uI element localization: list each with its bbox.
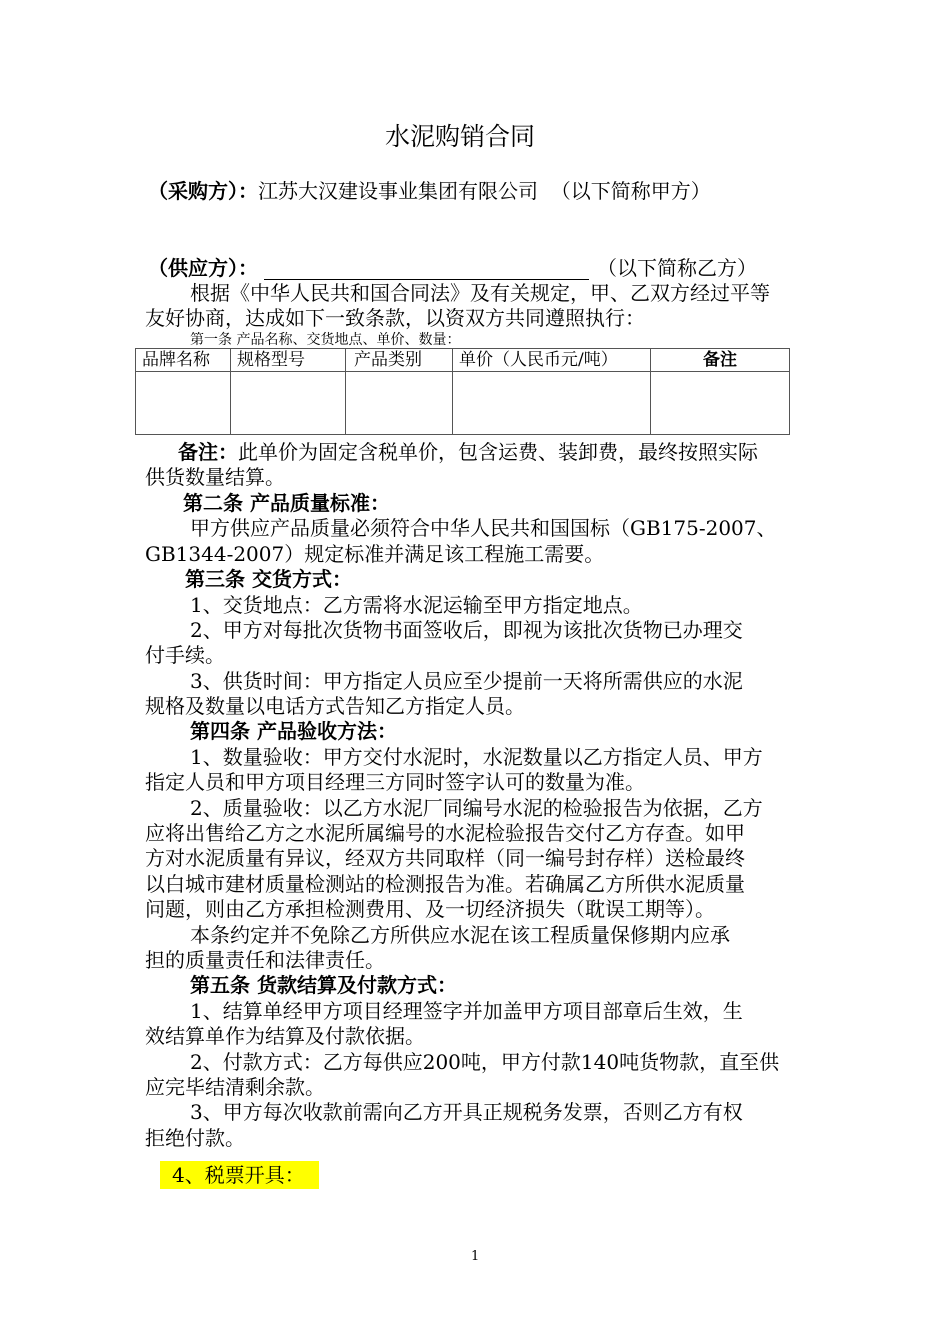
table-header: 产品类别	[346, 349, 453, 372]
article4-line: 指定人员和甲方项目经理三方同时签字认可的数量为准。	[145, 770, 645, 794]
table-cell[interactable]	[346, 372, 453, 435]
table-header: 规格型号	[231, 349, 346, 372]
purchaser-label: （采购方）：	[148, 179, 258, 203]
article4-line: 担的质量责任和法律责任。	[145, 948, 385, 972]
article4-line: 2、质量验收：以乙方水泥厂同编号水泥的检验报告为依据，乙方	[190, 796, 763, 820]
table-header: 备注	[651, 349, 790, 372]
article5-line: 效结算单作为结算及付款依据。	[145, 1024, 425, 1048]
supplier-name-blank[interactable]	[264, 259, 589, 280]
table-header: 单价（人民币元/吨）	[453, 349, 651, 372]
article2-line: 甲方供应产品质量必须符合中华人民共和国国标（GB175-2007、	[190, 516, 777, 540]
price-note	[178, 440, 758, 464]
purchaser-name: 江苏大汉建设事业集团有限公司	[258, 179, 538, 203]
article5-line: 拒绝付款。	[145, 1126, 245, 1150]
intro-line: 友好协商，达成如下一致条款，以资双方共同遵照执行：	[145, 306, 645, 330]
table-cell[interactable]	[651, 372, 790, 435]
tax-invoice-item	[160, 1163, 319, 1187]
article3-line: 1、交货地点：乙方需将水泥运输至甲方指定地点。	[190, 593, 643, 617]
article3-line: 3、供货时间：甲方指定人员应至少提前一天将所需供应的水泥	[190, 669, 743, 693]
article2-heading: 第二条 产品质量标准：	[183, 491, 390, 515]
document-title: 水泥购销合同	[384, 122, 535, 151]
article5-line: 2、付款方式：乙方每供应200吨，甲方付款140吨货物款，直至供	[190, 1050, 780, 1074]
supplier-alias: （以下简称乙方）	[597, 256, 757, 280]
supplier-label: （供应方）：	[148, 256, 258, 280]
article4-line: 问题，则由乙方承担检测费用、及一切经济损失（耽误工期等）。	[145, 897, 715, 921]
article3-line: 2、甲方对每批次货物书面签收后，即视为该批次货物已办理交	[190, 618, 743, 642]
article5-line: 3、甲方每次收款前需向乙方开具正规税务发票，否则乙方有权	[190, 1100, 743, 1124]
article5-line: 1、结算单经甲方项目经理签字并加盖甲方项目部章后生效，生	[190, 999, 743, 1023]
product-table	[135, 348, 790, 435]
article4-line: 方对水泥质量有异议，经双方共同取样（同一编号封存样）送检最终	[145, 846, 745, 870]
article4-line: 1、数量验收：甲方交付水泥时，水泥数量以乙方指定人员、甲方	[190, 745, 763, 769]
page-number: 1	[471, 1249, 480, 1264]
table-row	[136, 372, 790, 435]
highlighted-text: 4、税票开具：	[160, 1161, 319, 1189]
article5-line: 应完毕结清剩余款。	[145, 1075, 325, 1099]
article4-heading: 第四条 产品验收方法：	[190, 719, 397, 743]
supplier-line	[148, 256, 757, 280]
table-cell[interactable]	[231, 372, 346, 435]
article4-line: 以白城市建材质量检测站的检测报告为准。若确属乙方所供水泥质量	[145, 872, 745, 896]
article2-line: GB1344-2007）规定标准并满足该工程施工需要。	[145, 542, 605, 566]
note-text: 此单价为固定含税单价，包含运费、装卸费，最终按照实际	[238, 440, 758, 464]
purchaser-alias: （以下简称甲方）	[550, 179, 711, 203]
article1-heading: 第一条 产品名称、交货地点、单价、数量：	[190, 332, 461, 348]
article4-line: 本条约定并不免除乙方所供应水泥在该工程质量保修期内应承	[190, 923, 730, 947]
table-cell[interactable]	[136, 372, 231, 435]
note-label: 备注：	[178, 440, 238, 464]
intro-line: 根据《中华人民共和国合同法》及有关规定，甲、乙双方经过平等	[190, 281, 770, 305]
article3-line: 规格及数量以电话方式告知乙方指定人员。	[145, 694, 525, 718]
article4-line: 应将出售给乙方之水泥所属编号的水泥检验报告交付乙方存查。如甲	[145, 821, 745, 845]
purchaser-line	[148, 179, 711, 203]
note-text: 供货数量结算。	[145, 465, 285, 489]
article5-heading: 第五条 货款结算及付款方式：	[190, 973, 457, 997]
table-header: 品牌名称	[136, 349, 231, 372]
article3-line: 付手续。	[145, 643, 225, 667]
table-cell[interactable]	[453, 372, 651, 435]
article3-heading: 第三条 交货方式：	[185, 567, 352, 591]
